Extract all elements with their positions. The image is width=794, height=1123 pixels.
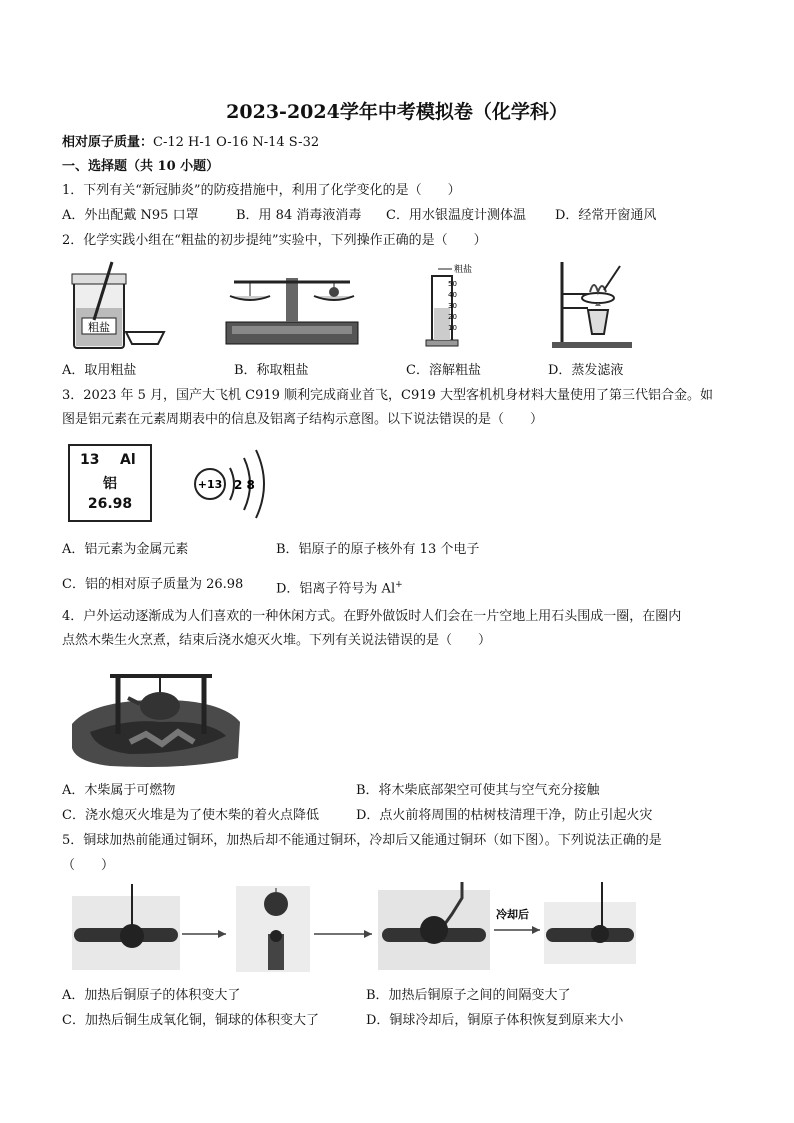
cylinder-tick-20: 20: [448, 313, 457, 321]
atomic-mass-label: 相对原子质量：: [62, 135, 154, 150]
question-2-stem: 2．化学实践小组在“粗盐的初步提纯”实验中，下列操作正确的是（ ）: [62, 233, 487, 248]
q1-option-b: B．用 84 消毒液消毒: [236, 208, 362, 223]
question-3-stem-line1: 3．2023 年 5 月，国产大飞机 C919 顺利完成商业首飞，C919 大型客机机身材料大量使用了第三代铝合金。如: [62, 388, 713, 403]
atomic-mass-line: [62, 134, 319, 152]
q5-option-d: D．铜球冷却后，铜原子体积恢复到原来大小: [366, 1013, 624, 1028]
cylinder-tick-30: 30: [448, 302, 457, 310]
atomic-mass-values: C-12 H-1 O-16 N-14 S-32: [153, 135, 320, 150]
figure-weigh-salt: [222, 268, 362, 348]
ion-shells: 2 8: [234, 478, 255, 492]
campfire-photo: [70, 662, 242, 770]
element-name: 铝: [103, 476, 117, 492]
cylinder-tick-10: 10: [448, 324, 457, 332]
element-card: [68, 444, 152, 522]
element-number: 13: [80, 452, 100, 468]
section-heading: 一、选择题（共 10 小题）: [62, 159, 220, 174]
ion-structure-diagram: [186, 446, 276, 522]
cylinder-tick-50: 50: [448, 280, 457, 288]
q3-option-d-text: D．铝离子符号为 Al: [276, 581, 396, 597]
q4-option-c: C．浇水熄灭火堆是为了使木柴的着火点降低: [62, 808, 319, 823]
question-1-stem: 1．下列有关“新冠肺炎”的防疫措施中，利用了化学变化的是（ ）: [62, 183, 461, 198]
element-mass: 26.98: [87, 496, 133, 512]
jar-label: 粗盐: [88, 321, 110, 334]
q2-option-a: A．取用粗盐: [62, 363, 137, 378]
q3-option-d: [276, 576, 403, 598]
copper-ball-experiment: [70, 878, 640, 976]
q5-option-c: C．加热后铜生成氧化铜，铜球的体积变大了: [62, 1013, 319, 1028]
q3-option-d-sup: +: [395, 580, 403, 590]
q4-option-b: B．将木柴底部架空可使其与空气充分接触: [356, 783, 600, 798]
q4-option-a: A．木柴属于可燃物: [62, 783, 176, 798]
question-5-stem-line2: （ ）: [62, 858, 115, 873]
cooling-label: 冷却后: [496, 908, 529, 921]
q3-option-c: C．铝的相对原子质量为 26.98: [62, 577, 244, 592]
page-title: 2023-2024学年中考模拟卷（化学科）: [226, 101, 568, 123]
q5-option-a: A．加热后铜原子的体积变大了: [62, 988, 241, 1003]
figure-evaporate: [548, 258, 638, 352]
ion-nucleus: +13: [197, 478, 223, 491]
q1-option-d: D．经常开窗通风: [555, 208, 657, 223]
cylinder-tick-40: 40: [448, 291, 457, 299]
element-symbol: Al: [120, 452, 136, 468]
figure-dissolve-salt: [418, 264, 488, 350]
q2-option-b: B．称取粗盐: [234, 363, 309, 378]
q1-option-a: A．外出配戴 N95 口罩: [62, 208, 199, 223]
q2-option-c: C．溶解粗盐: [406, 363, 481, 378]
figure-take-salt: [68, 260, 178, 352]
q4-option-d: D．点火前将周围的枯树枝清理干净，防止引起火灾: [356, 808, 653, 823]
q1-option-c: C．用水银温度计测体温: [386, 208, 526, 223]
q3-option-b: B．铝原子的原子核外有 13 个电子: [276, 542, 480, 557]
question-3-stem-line2: 图是铝元素在元素周期表中的信息及铝离子结构示意图。以下说法错误的是（ ）: [62, 412, 544, 427]
q2-option-d: D．蒸发滤液: [548, 363, 624, 378]
q3-option-a: A．铝元素为金属元素: [62, 542, 189, 557]
q5-option-b: B．加热后铜原子之间的间隔变大了: [366, 988, 571, 1003]
question-5-stem-line1: 5．铜球加热前能通过铜环，加热后却不能通过铜环，冷却后又能通过铜环（如下图）。下列说法正确的是: [62, 833, 662, 848]
cylinder-label: 粗盐: [454, 265, 473, 275]
question-4-stem-line1: 4．户外运动逐渐成为人们喜欢的一种休闲方式。在野外做饭时人们会在一片空地上用石头围成一圈，在圈内: [62, 609, 682, 624]
question-4-stem-line2: 点然木柴生火烹煮，结束后浇水熄灭火堆。下列有关说法错误的是（ ）: [62, 633, 492, 648]
